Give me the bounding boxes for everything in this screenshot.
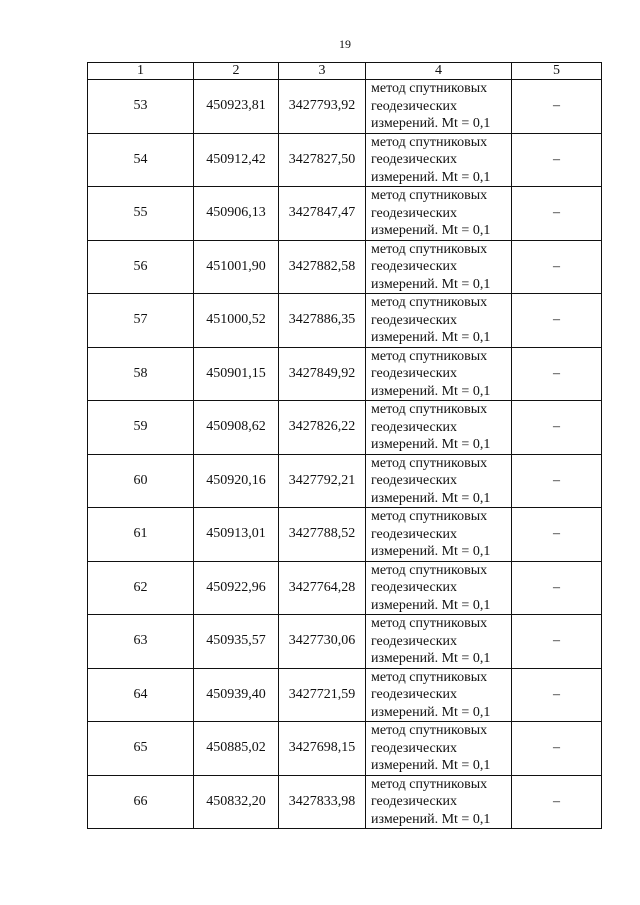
method-line: измерений. Mt = 0,1 <box>371 811 491 827</box>
point-number: 58 <box>88 347 194 401</box>
method-description <box>366 240 512 294</box>
note-dash: – <box>512 615 602 669</box>
method-line: геодезических <box>371 473 458 488</box>
method-line: геодезических <box>371 687 458 702</box>
method-line: измерений. Mt = 0,1 <box>371 437 491 452</box>
note-dash: – <box>512 80 602 134</box>
point-number: 65 <box>88 722 194 776</box>
coordinate-x: 451001,90 <box>194 240 279 294</box>
method-line: измерений. Mt = 0,1 <box>371 490 491 506</box>
method-line: измерений. Mt = 0,1 <box>371 383 491 399</box>
table-row <box>88 561 602 615</box>
method-line: метод спутниковых <box>371 669 488 685</box>
coordinate-x: 450912,42 <box>194 133 279 187</box>
coordinate-y: 3427788,52 <box>279 508 366 562</box>
method-line: геодезических <box>371 794 458 809</box>
header-col-2: 2 <box>194 63 279 80</box>
coordinate-y: 3427833,98 <box>279 775 366 829</box>
table-body <box>88 80 602 829</box>
table-row <box>88 508 602 562</box>
point-number: 54 <box>88 133 194 187</box>
method-description <box>366 401 512 455</box>
table-row <box>88 133 602 187</box>
table-row <box>88 347 602 401</box>
coordinate-x: 450901,15 <box>194 347 279 401</box>
method-line: измерений. Mt = 0,1 <box>371 169 491 185</box>
method-line: геодезических <box>371 205 458 221</box>
method-line: геодезических <box>371 98 458 114</box>
coordinate-y: 3427849,92 <box>279 347 366 401</box>
coordinate-y: 3427698,15 <box>279 722 366 776</box>
table-row <box>88 240 602 294</box>
point-number: 55 <box>88 187 194 241</box>
coordinate-x: 450906,13 <box>194 187 279 241</box>
note-dash: – <box>512 722 602 776</box>
method-line: геодезических <box>371 366 458 381</box>
point-number: 66 <box>88 775 194 829</box>
method-line: метод спутниковых <box>371 295 488 310</box>
method-line: измерений. Mt = 0,1 <box>371 758 491 773</box>
table-row <box>88 775 602 829</box>
method-line: метод спутниковых <box>371 455 488 471</box>
point-number: 59 <box>88 401 194 455</box>
method-line: геодезических <box>371 312 458 328</box>
method-line: метод спутниковых <box>371 134 488 150</box>
coordinate-x: 450920,16 <box>194 454 279 508</box>
method-line: метод спутниковых <box>371 776 488 792</box>
coordinate-y: 3427882,58 <box>279 240 366 294</box>
method-line: метод спутниковых <box>371 188 488 203</box>
method-line: измерений. Mt = 0,1 <box>371 116 491 131</box>
method-line: метод спутниковых <box>371 348 488 364</box>
method-line: геодезических <box>371 633 458 649</box>
table-row <box>88 401 602 455</box>
table-row <box>88 722 602 776</box>
header-col-1: 1 <box>88 63 194 80</box>
note-dash: – <box>512 454 602 508</box>
method-line: геодезических <box>371 740 458 756</box>
coordinate-y: 3427730,06 <box>279 615 366 669</box>
method-line: геодезических <box>371 259 458 274</box>
method-line: метод спутниковых <box>371 402 488 417</box>
coordinates-table <box>87 62 602 829</box>
coordinate-y: 3427793,92 <box>279 80 366 134</box>
method-description <box>366 775 512 829</box>
method-line: метод спутниковых <box>371 723 488 738</box>
method-line: метод спутниковых <box>371 562 488 578</box>
point-number: 56 <box>88 240 194 294</box>
table-row <box>88 80 602 134</box>
coordinate-y: 3427827,50 <box>279 133 366 187</box>
note-dash: – <box>512 294 602 348</box>
method-line: измерений. Mt = 0,1 <box>371 651 491 666</box>
coordinate-x: 450939,40 <box>194 668 279 722</box>
method-description <box>366 615 512 669</box>
method-line: измерений. Mt = 0,1 <box>371 330 491 345</box>
method-line: метод спутниковых <box>371 509 488 524</box>
table-row <box>88 294 602 348</box>
note-dash: – <box>512 347 602 401</box>
method-description <box>366 722 512 776</box>
coordinate-x: 451000,52 <box>194 294 279 348</box>
note-dash: – <box>512 508 602 562</box>
coordinate-y: 3427847,47 <box>279 187 366 241</box>
note-dash: – <box>512 240 602 294</box>
method-description <box>366 294 512 348</box>
note-dash: – <box>512 775 602 829</box>
method-line: измерений. Mt = 0,1 <box>371 223 491 238</box>
header-row <box>88 63 602 80</box>
coordinate-x: 450935,57 <box>194 615 279 669</box>
method-description <box>366 80 512 134</box>
coordinate-x: 450908,62 <box>194 401 279 455</box>
coordinate-x: 450913,01 <box>194 508 279 562</box>
method-description <box>366 561 512 615</box>
point-number: 53 <box>88 80 194 134</box>
method-line: геодезических <box>371 419 458 435</box>
coordinate-x: 450923,81 <box>194 80 279 134</box>
method-description <box>366 187 512 241</box>
coordinate-x: 450922,96 <box>194 561 279 615</box>
coordinate-y: 3427764,28 <box>279 561 366 615</box>
table-header <box>88 63 602 80</box>
note-dash: – <box>512 561 602 615</box>
point-number: 60 <box>88 454 194 508</box>
header-col-5: 5 <box>512 63 602 80</box>
coordinate-y: 3427721,59 <box>279 668 366 722</box>
page-number: 19 <box>339 37 351 51</box>
method-line: метод спутниковых <box>371 616 488 631</box>
method-line: метод спутниковых <box>371 241 488 257</box>
method-line: измерений. Mt = 0,1 <box>371 544 491 559</box>
coordinate-x: 450832,20 <box>194 775 279 829</box>
point-number: 57 <box>88 294 194 348</box>
header-col-4: 4 <box>366 63 512 80</box>
header-col-3: 3 <box>279 63 366 80</box>
method-line: метод спутниковых <box>371 81 488 96</box>
coordinate-y: 3427886,35 <box>279 294 366 348</box>
point-number: 61 <box>88 508 194 562</box>
method-description <box>366 668 512 722</box>
point-number: 63 <box>88 615 194 669</box>
method-line: геодезических <box>371 580 458 595</box>
method-description <box>366 454 512 508</box>
method-line: измерений. Mt = 0,1 <box>371 276 491 292</box>
method-line: геодезических <box>371 152 458 167</box>
coordinate-y: 3427792,21 <box>279 454 366 508</box>
note-dash: – <box>512 133 602 187</box>
method-line: измерений. Mt = 0,1 <box>371 597 491 613</box>
coordinate-y: 3427826,22 <box>279 401 366 455</box>
note-dash: – <box>512 668 602 722</box>
table-row <box>88 454 602 508</box>
coordinate-x: 450885,02 <box>194 722 279 776</box>
point-number: 62 <box>88 561 194 615</box>
note-dash: – <box>512 187 602 241</box>
table-row <box>88 615 602 669</box>
method-line: измерений. Mt = 0,1 <box>371 704 491 720</box>
method-line: геодезических <box>371 526 458 542</box>
method-description <box>366 508 512 562</box>
method-description <box>366 347 512 401</box>
point-number: 64 <box>88 668 194 722</box>
method-description <box>366 133 512 187</box>
table-row <box>88 187 602 241</box>
note-dash: – <box>512 401 602 455</box>
table-row <box>88 668 602 722</box>
